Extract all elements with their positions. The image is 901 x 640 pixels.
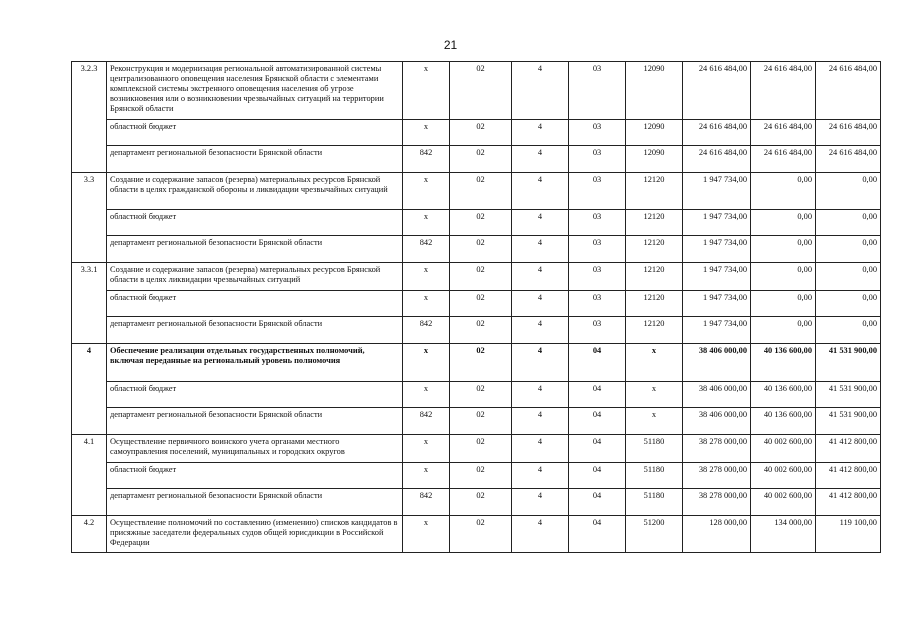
code-grbs: 842 [403, 317, 450, 344]
row-name: Обеспечение реализации отдельных государственных полномочий, включая переданные на региональный уровень полномочия [107, 344, 403, 382]
code-grbs: х [403, 291, 450, 317]
row-name: департамент региональной безопасности Брянской области [107, 236, 403, 263]
amount-year-3: 0,00 [816, 291, 881, 317]
amount-year-3: 0,00 [816, 236, 881, 263]
table-row [72, 344, 881, 382]
code-section: 02 [450, 291, 512, 317]
code-target: 03 [569, 291, 626, 317]
row-name: областной бюджет [107, 210, 403, 236]
amount-year-2: 24 616 484,00 [751, 62, 816, 120]
code-section: 02 [450, 173, 512, 210]
code-target: 03 [569, 62, 626, 120]
code-target: 03 [569, 173, 626, 210]
row-number [72, 408, 107, 435]
table-row [72, 463, 881, 489]
code-section: 02 [450, 382, 512, 408]
code-target: 04 [569, 435, 626, 463]
code-direction: 12120 [626, 263, 683, 291]
row-number [72, 236, 107, 263]
row-number: 3.3 [72, 173, 107, 210]
table-row [72, 263, 881, 291]
page-number: 21 [443, 38, 458, 52]
row-name: Реконструкция и модернизация региональной автоматизированной системы централизованного оповещения населения Брянской области с элементами комплексной системы экстренного оповещения населения об угрозе возникновения или о возникновении чрезвычайных ситуаций на территории Брянской области [107, 62, 403, 120]
row-number: 4 [72, 344, 107, 382]
code-target: 04 [569, 408, 626, 435]
code-section: 02 [450, 146, 512, 173]
code-section: 02 [450, 263, 512, 291]
row-name: областной бюджет [107, 463, 403, 489]
table-row [72, 317, 881, 344]
row-number [72, 463, 107, 489]
code-section: 02 [450, 120, 512, 146]
code-section: 02 [450, 62, 512, 120]
table-row [72, 435, 881, 463]
code-grbs: х [403, 173, 450, 210]
code-direction: х [626, 382, 683, 408]
row-name: департамент региональной безопасности Брянской области [107, 408, 403, 435]
code-grbs: 842 [403, 236, 450, 263]
code-direction: 12090 [626, 120, 683, 146]
amount-year-3: 41 531 900,00 [816, 344, 881, 382]
row-number: 3.3.1 [72, 263, 107, 291]
code-subsection: 4 [512, 210, 569, 236]
code-section: 02 [450, 435, 512, 463]
code-grbs: х [403, 344, 450, 382]
code-grbs: х [403, 382, 450, 408]
amount-year-1: 1 947 734,00 [683, 210, 751, 236]
code-subsection: 4 [512, 489, 569, 516]
code-direction: 12120 [626, 236, 683, 263]
code-direction: 12120 [626, 317, 683, 344]
code-direction: х [626, 344, 683, 382]
amount-year-2: 40 002 600,00 [751, 463, 816, 489]
amount-year-1: 38 406 000,00 [683, 382, 751, 408]
amount-year-2: 24 616 484,00 [751, 146, 816, 173]
amount-year-1: 24 616 484,00 [683, 62, 751, 120]
code-grbs: х [403, 62, 450, 120]
amount-year-3: 24 616 484,00 [816, 146, 881, 173]
budget-table [71, 61, 881, 553]
code-target: 04 [569, 382, 626, 408]
code-grbs: 842 [403, 408, 450, 435]
table-row [72, 291, 881, 317]
amount-year-3: 41 412 800,00 [816, 489, 881, 516]
table-row [72, 210, 881, 236]
amount-year-1: 1 947 734,00 [683, 263, 751, 291]
code-subsection: 4 [512, 173, 569, 210]
code-subsection: 4 [512, 120, 569, 146]
code-direction: 12120 [626, 291, 683, 317]
amount-year-2: 40 136 600,00 [751, 344, 816, 382]
row-number [72, 120, 107, 146]
code-section: 02 [450, 463, 512, 489]
row-name: областной бюджет [107, 382, 403, 408]
amount-year-3: 24 616 484,00 [816, 62, 881, 120]
amount-year-1: 1 947 734,00 [683, 236, 751, 263]
table-row [72, 489, 881, 516]
code-grbs: х [403, 210, 450, 236]
amount-year-2: 0,00 [751, 173, 816, 210]
code-subsection: 4 [512, 236, 569, 263]
amount-year-1: 38 278 000,00 [683, 463, 751, 489]
code-subsection: 4 [512, 317, 569, 344]
amount-year-1: 38 406 000,00 [683, 408, 751, 435]
amount-year-2: 40 136 600,00 [751, 408, 816, 435]
code-grbs: 842 [403, 146, 450, 173]
row-name: областной бюджет [107, 291, 403, 317]
amount-year-1: 1 947 734,00 [683, 317, 751, 344]
code-subsection: 4 [512, 382, 569, 408]
row-number [72, 291, 107, 317]
code-direction: 12090 [626, 62, 683, 120]
row-name: департамент региональной безопасности Брянской области [107, 146, 403, 173]
row-number [72, 489, 107, 516]
code-subsection: 4 [512, 146, 569, 173]
row-number: 4.2 [72, 516, 107, 553]
row-number [72, 146, 107, 173]
amount-year-2: 0,00 [751, 263, 816, 291]
code-target: 03 [569, 120, 626, 146]
amount-year-1: 38 406 000,00 [683, 344, 751, 382]
amount-year-3: 0,00 [816, 317, 881, 344]
code-subsection: 4 [512, 408, 569, 435]
row-name: Осуществление полномочий по составлению (изменению) списков кандидатов в присяжные заседатели федеральных судов общей юрисдикции в Российской Федерации [107, 516, 403, 553]
amount-year-2: 0,00 [751, 210, 816, 236]
table-row [72, 173, 881, 210]
code-target: 04 [569, 344, 626, 382]
row-name: Осуществление первичного воинского учета органами местного самоуправления поселений, муниципальных и городских округов [107, 435, 403, 463]
code-subsection: 4 [512, 435, 569, 463]
amount-year-1: 38 278 000,00 [683, 489, 751, 516]
code-target: 03 [569, 236, 626, 263]
row-name: Создание и содержание запасов (резерва) материальных ресурсов Брянской области в целях гражданской обороны и ликвидации чрезвычайных ситуаций [107, 173, 403, 210]
row-number [72, 317, 107, 344]
code-grbs: 842 [403, 489, 450, 516]
code-section: 02 [450, 344, 512, 382]
code-section: 02 [450, 210, 512, 236]
code-section: 02 [450, 317, 512, 344]
code-subsection: 4 [512, 291, 569, 317]
table-row [72, 120, 881, 146]
budget-table-body [72, 62, 881, 553]
code-subsection: 4 [512, 263, 569, 291]
code-section: 02 [450, 516, 512, 553]
amount-year-3: 0,00 [816, 210, 881, 236]
code-grbs: х [403, 516, 450, 553]
table-row [72, 382, 881, 408]
amount-year-2: 40 002 600,00 [751, 489, 816, 516]
amount-year-1: 24 616 484,00 [683, 120, 751, 146]
code-subsection: 4 [512, 516, 569, 553]
amount-year-2: 0,00 [751, 317, 816, 344]
amount-year-2: 0,00 [751, 236, 816, 263]
row-number [72, 210, 107, 236]
amount-year-3: 41 412 800,00 [816, 435, 881, 463]
code-section: 02 [450, 236, 512, 263]
code-subsection: 4 [512, 344, 569, 382]
code-subsection: 4 [512, 463, 569, 489]
code-grbs: х [403, 463, 450, 489]
amount-year-2: 134 000,00 [751, 516, 816, 553]
amount-year-1: 38 278 000,00 [683, 435, 751, 463]
amount-year-2: 0,00 [751, 291, 816, 317]
amount-year-1: 128 000,00 [683, 516, 751, 553]
code-target: 03 [569, 210, 626, 236]
code-target: 03 [569, 146, 626, 173]
row-name: департамент региональной безопасности Брянской области [107, 317, 403, 344]
row-name: департамент региональной безопасности Брянской области [107, 489, 403, 516]
code-target: 04 [569, 463, 626, 489]
table-row [72, 408, 881, 435]
code-direction: 51200 [626, 516, 683, 553]
amount-year-2: 40 136 600,00 [751, 382, 816, 408]
code-section: 02 [450, 408, 512, 435]
amount-year-2: 40 002 600,00 [751, 435, 816, 463]
row-number: 4.1 [72, 435, 107, 463]
row-name: областной бюджет [107, 120, 403, 146]
code-direction: 12120 [626, 173, 683, 210]
table-row [72, 516, 881, 553]
code-target: 04 [569, 489, 626, 516]
table-row [72, 62, 881, 120]
row-name: Создание и содержание запасов (резерва) материальных ресурсов Брянской области в целях ликвидации чрезвычайных ситуаций [107, 263, 403, 291]
amount-year-3: 119 100,00 [816, 516, 881, 553]
code-target: 03 [569, 317, 626, 344]
code-grbs: х [403, 435, 450, 463]
amount-year-1: 1 947 734,00 [683, 173, 751, 210]
amount-year-3: 0,00 [816, 263, 881, 291]
code-direction: 12090 [626, 146, 683, 173]
amount-year-2: 24 616 484,00 [751, 120, 816, 146]
code-grbs: х [403, 263, 450, 291]
code-target: 04 [569, 516, 626, 553]
code-direction: 12120 [626, 210, 683, 236]
code-direction: 51180 [626, 435, 683, 463]
row-number [72, 382, 107, 408]
amount-year-1: 1 947 734,00 [683, 291, 751, 317]
code-grbs: х [403, 120, 450, 146]
code-section: 02 [450, 489, 512, 516]
table-row [72, 236, 881, 263]
code-target: 03 [569, 263, 626, 291]
amount-year-1: 24 616 484,00 [683, 146, 751, 173]
code-direction: 51180 [626, 463, 683, 489]
amount-year-3: 41 531 900,00 [816, 382, 881, 408]
table-row [72, 146, 881, 173]
row-number: 3.2.3 [72, 62, 107, 120]
amount-year-3: 41 412 800,00 [816, 463, 881, 489]
code-direction: х [626, 408, 683, 435]
amount-year-3: 0,00 [816, 173, 881, 210]
amount-year-3: 41 531 900,00 [816, 408, 881, 435]
code-subsection: 4 [512, 62, 569, 120]
amount-year-3: 24 616 484,00 [816, 120, 881, 146]
code-direction: 51180 [626, 489, 683, 516]
